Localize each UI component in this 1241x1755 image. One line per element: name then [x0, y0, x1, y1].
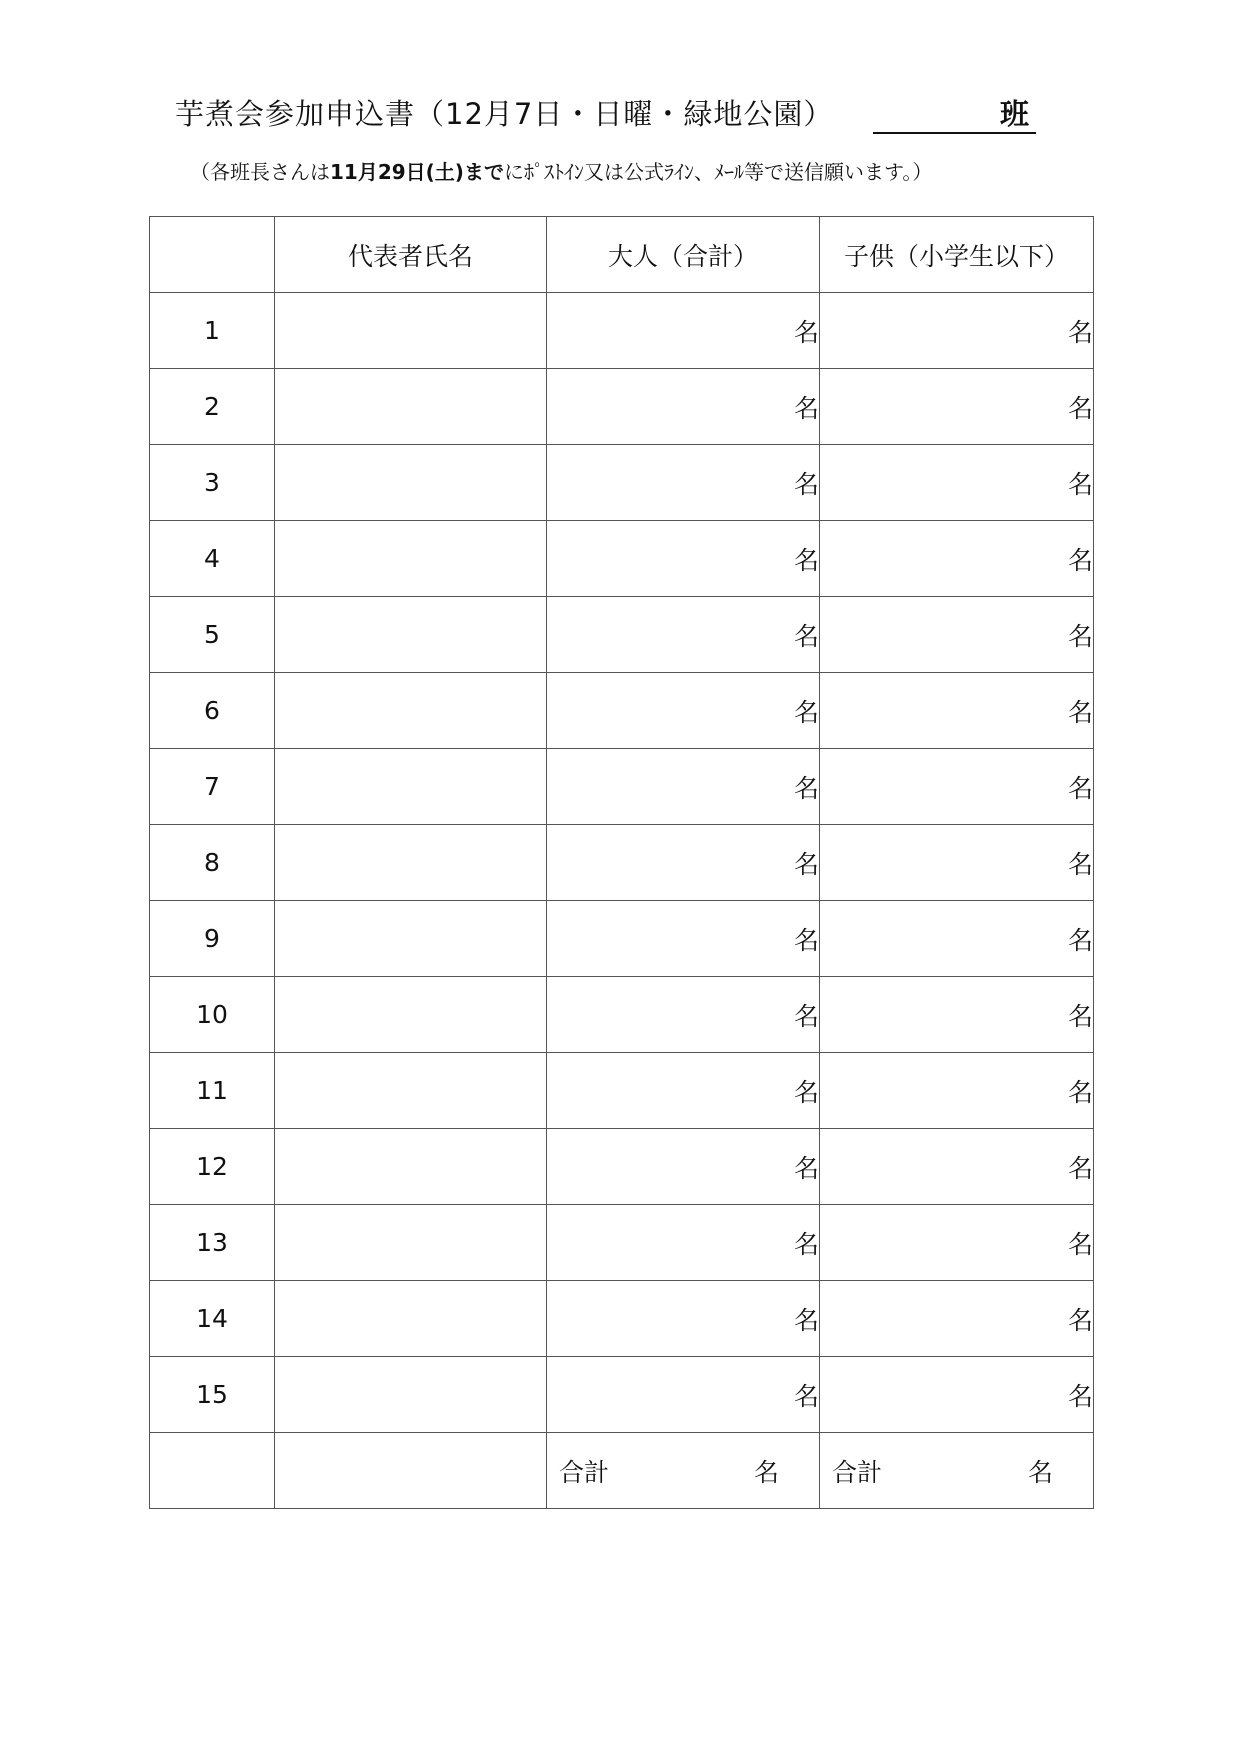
table-row: [150, 749, 1094, 825]
notice-prefix: （各班長さんは: [190, 160, 330, 184]
adult-count-field[interactable]: 名: [547, 521, 820, 597]
child-count-field[interactable]: 名: [820, 977, 1094, 1053]
row-number: 10: [150, 977, 275, 1053]
representative-name-field[interactable]: [275, 521, 547, 597]
adult-count-field[interactable]: 名: [547, 369, 820, 445]
adult-count-field[interactable]: 名: [547, 1357, 820, 1433]
child-count-field[interactable]: 名: [820, 673, 1094, 749]
adult-total-label: 合計: [559, 1457, 610, 1487]
row-number: 8: [150, 825, 275, 901]
total-number-cell: [150, 1433, 275, 1509]
table-row: [150, 901, 1094, 977]
han-label: 班: [1000, 97, 1030, 131]
representative-name-field[interactable]: [275, 901, 547, 977]
row-number: 15: [150, 1357, 275, 1433]
child-count-field[interactable]: 名: [820, 1281, 1094, 1357]
child-count-field[interactable]: 名: [820, 749, 1094, 825]
adult-count-field[interactable]: 名: [547, 749, 820, 825]
representative-name-field[interactable]: [275, 749, 547, 825]
table-row: [150, 1205, 1094, 1281]
child-count-field[interactable]: 名: [820, 521, 1094, 597]
table-row: [150, 293, 1094, 369]
table-row: [150, 1357, 1094, 1433]
child-count-field[interactable]: 名: [820, 369, 1094, 445]
row-number: 1: [150, 293, 275, 369]
adult-count-field[interactable]: 名: [547, 673, 820, 749]
row-number: 7: [150, 749, 275, 825]
representative-name-field[interactable]: [275, 597, 547, 673]
adult-count-field[interactable]: 名: [547, 445, 820, 521]
row-number: 12: [150, 1129, 275, 1205]
table-header-row: [150, 217, 1094, 293]
notice-deadline: 11月29日(土)まで: [330, 160, 504, 184]
child-count-field[interactable]: 名: [820, 597, 1094, 673]
representative-name-field[interactable]: [275, 673, 547, 749]
row-number: 11: [150, 1053, 275, 1129]
child-count-field[interactable]: 名: [820, 1357, 1094, 1433]
representative-name-field[interactable]: [275, 1205, 547, 1281]
table-row: [150, 1129, 1094, 1205]
representative-name-field[interactable]: [275, 293, 547, 369]
child-total-cell[interactable]: [820, 1433, 1094, 1509]
representative-name-field[interactable]: [275, 1357, 547, 1433]
notice-suffix: にﾎﾟｽﾄｲﾝ又は公式ﾗｲﾝ、ﾒｰﾙ等で送信願います。）: [503, 160, 933, 184]
child-total-unit: 名: [1027, 1457, 1053, 1487]
child-total-label: 合計: [832, 1457, 883, 1487]
child-count-field[interactable]: 名: [820, 445, 1094, 521]
adult-count-field[interactable]: 名: [547, 293, 820, 369]
adult-count-field[interactable]: 名: [547, 597, 820, 673]
child-count-field[interactable]: 名: [820, 1053, 1094, 1129]
submission-notice: [190, 158, 932, 186]
child-count-field[interactable]: 名: [820, 293, 1094, 369]
row-number: 13: [150, 1205, 275, 1281]
child-count-field[interactable]: 名: [820, 1205, 1094, 1281]
adult-count-field[interactable]: 名: [547, 977, 820, 1053]
child-count-field[interactable]: 名: [820, 825, 1094, 901]
table-row: [150, 977, 1094, 1053]
representative-name-field[interactable]: [275, 1053, 547, 1129]
adult-total-cell[interactable]: [547, 1433, 820, 1509]
total-row: [150, 1433, 1094, 1509]
header-children: 子供（小学生以下）: [820, 217, 1094, 293]
representative-name-field[interactable]: [275, 445, 547, 521]
representative-name-field[interactable]: [275, 369, 547, 445]
row-number: 9: [150, 901, 275, 977]
registration-table: [149, 216, 1094, 1509]
adult-count-field[interactable]: 名: [547, 1205, 820, 1281]
adult-count-field[interactable]: 名: [547, 1281, 820, 1357]
table-row: [150, 445, 1094, 521]
representative-name-field[interactable]: [275, 825, 547, 901]
child-count-field[interactable]: 名: [820, 901, 1094, 977]
table-row: [150, 825, 1094, 901]
representative-name-field[interactable]: [275, 977, 547, 1053]
row-number: 4: [150, 521, 275, 597]
representative-name-field[interactable]: [275, 1281, 547, 1357]
row-number: 14: [150, 1281, 275, 1357]
table-row: [150, 597, 1094, 673]
form-title: 芋煮会参加申込書（12月7日・日曜・緑地公園）: [175, 97, 834, 131]
adult-count-field[interactable]: 名: [547, 1053, 820, 1129]
child-count-field[interactable]: 名: [820, 1129, 1094, 1205]
table-row: [150, 521, 1094, 597]
table-row: [150, 673, 1094, 749]
representative-name-field[interactable]: [275, 1129, 547, 1205]
header-adults: 大人（合計）: [547, 217, 820, 293]
adult-count-field[interactable]: 名: [547, 901, 820, 977]
row-number: 2: [150, 369, 275, 445]
table-row: [150, 1281, 1094, 1357]
adult-count-field[interactable]: 名: [547, 1129, 820, 1205]
adult-count-field[interactable]: 名: [547, 825, 820, 901]
row-number: 3: [150, 445, 275, 521]
header-number: [150, 217, 275, 293]
table-row: [150, 369, 1094, 445]
header-representative-name: 代表者氏名: [275, 217, 547, 293]
adult-total-unit: 名: [753, 1457, 779, 1487]
row-number: 5: [150, 597, 275, 673]
row-number: 6: [150, 673, 275, 749]
han-underline-field[interactable]: [873, 132, 1036, 134]
total-name-cell: [275, 1433, 547, 1509]
table-row: [150, 1053, 1094, 1129]
